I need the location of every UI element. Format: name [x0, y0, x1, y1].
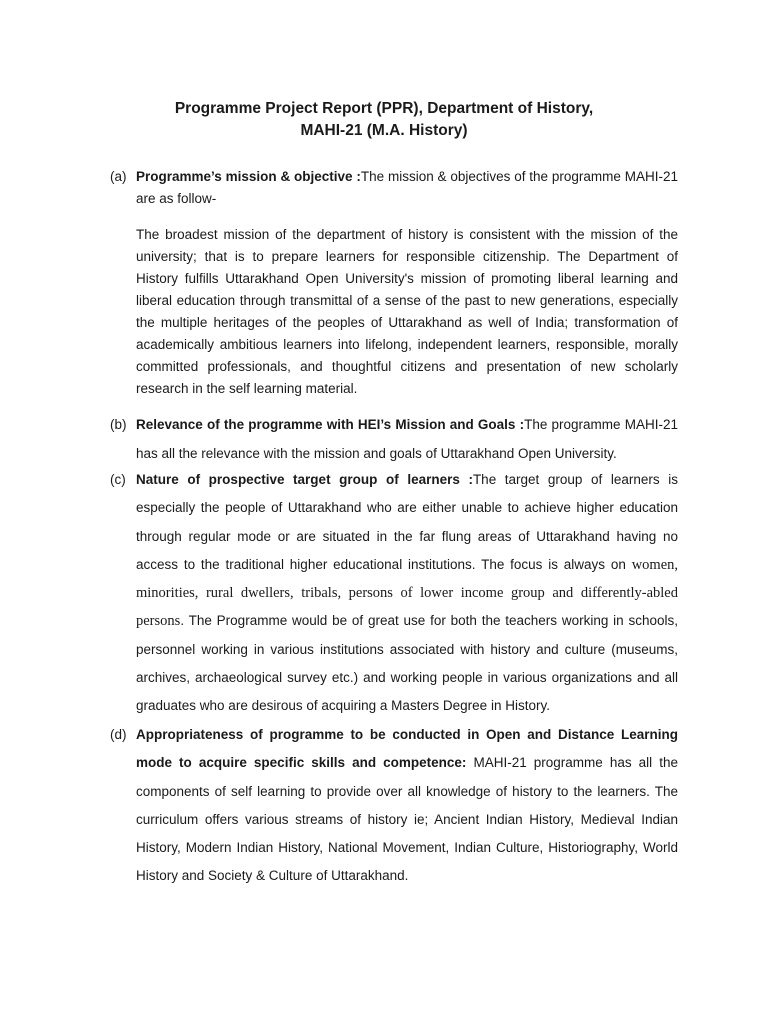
- section-target-group: [110, 466, 678, 721]
- section-text: The programme MAHI-21 has all the relevance with the mission and goals of Uttarakhand Open University.: [136, 417, 678, 461]
- title-line-2: MAHI-21 (M.A. History): [300, 122, 468, 139]
- section-text-continued: . The Programme would be of great use for both the teachers working in schools, personnel working in various institutions associated with history and culture (museums, archives, archaeological survey etc.) and working people in various organizations and all graduates who are desirous of acquiring a Masters Degree in History.: [136, 613, 678, 714]
- section-paragraph: [136, 166, 678, 210]
- page-title: [0, 98, 768, 142]
- section-text: The mission & objectives of the programme MAHI-21 are as follow-: [136, 169, 678, 206]
- title-line-1: Programme Project Report (PPR), Department of History,: [174, 100, 594, 117]
- section-paragraph-2: The broadest mission of the department of history is consistent with the mission of the university; that is to prepare learners for responsible citizenship. The Department of History fulfills Uttarakhand Open University's mission of promoting liberal learning and liberal education through transmittal of a sense of the past to new generations, especially the multiple heritages of the peoples of Uttarakhand as well of India; transformation of academically ambitious learners into lifelong, independent learners, responsible, morally committed professionals, and thoughtful citizens and presentation of new scholarly research in the self learning material.: [136, 227, 678, 396]
- section-paragraph: [136, 721, 678, 891]
- section-appropriateness: [110, 721, 678, 891]
- section-heading: Appropriateness of programme to be conducted in Open and Distance Learning mode to acquire specific skills and competence:: [136, 727, 678, 771]
- section-heading: Relevance of the programme with HEI’s Mission and Goals :: [136, 417, 525, 432]
- section-relevance: [110, 411, 678, 468]
- section-paragraph: [136, 466, 678, 721]
- section-marker: (d): [110, 727, 127, 742]
- section-text: MAHI-21 programme has all the components of self learning to provide over all knowledge of history to the learners. The curriculum offers various streams of history ie; Ancient Indian History, Medieval Indian History, Modern Indian History, National Movement, Indian Culture, Historiography, World History and Society & Culture of Uttarakhand.: [136, 755, 678, 884]
- section-mission-objective: [110, 166, 678, 400]
- section-marker: (c): [110, 472, 126, 487]
- section-text: The target group of learners is especially the people of Uttarakhand who are either unable to achieve higher education through regular mode or are situated in the far flung areas of Uttarakhand having no access to the traditional higher educational institutions. The focus is always on: [136, 472, 678, 572]
- section-marker: (b): [110, 417, 127, 432]
- section-heading: Nature of prospective target group of learners :: [136, 472, 473, 487]
- section-paragraph: [136, 411, 678, 468]
- section-serif-text: women, minorities, rural dwellers, tribals, persons of lower income group and differently-abled persons: [136, 556, 678, 630]
- section-heading: Programme’s mission & objective :: [136, 169, 361, 184]
- section-marker: (a): [110, 169, 127, 184]
